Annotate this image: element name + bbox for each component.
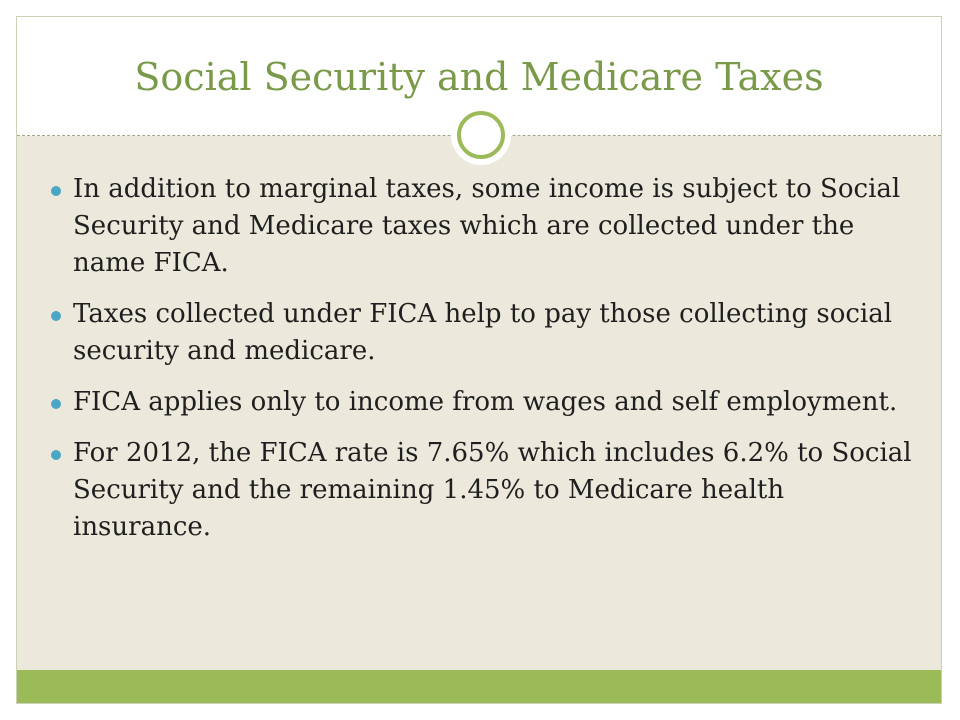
bullet-dot-icon xyxy=(51,311,61,321)
bullet-dot-icon xyxy=(51,399,61,409)
footer-bar xyxy=(17,670,941,704)
bullet-item xyxy=(47,435,927,546)
bullet-item xyxy=(47,296,927,370)
bullet-text: In addition to marginal taxes, some income is subject to Social Security and Medicare taxes which are collected under the name FICA. xyxy=(73,174,901,278)
bullet-item xyxy=(47,384,927,421)
bullet-item xyxy=(47,171,927,282)
bullet-text: For 2012, the FICA rate is 7.65% which includes 6.2% to Social Security and the remaining 1.45% to Medicare health insurance. xyxy=(73,438,912,542)
bullet-text: Taxes collected under FICA help to pay those collecting social security and medicare. xyxy=(73,299,893,366)
slide xyxy=(16,16,942,704)
ring-icon xyxy=(457,111,505,159)
bullet-dot-icon xyxy=(51,186,61,196)
bullet-dot-icon xyxy=(51,450,61,460)
bullet-list xyxy=(47,171,927,560)
bullet-text: FICA applies only to income from wages and self employment. xyxy=(73,387,898,417)
slide-title: Social Security and Medicare Taxes xyxy=(134,55,824,99)
